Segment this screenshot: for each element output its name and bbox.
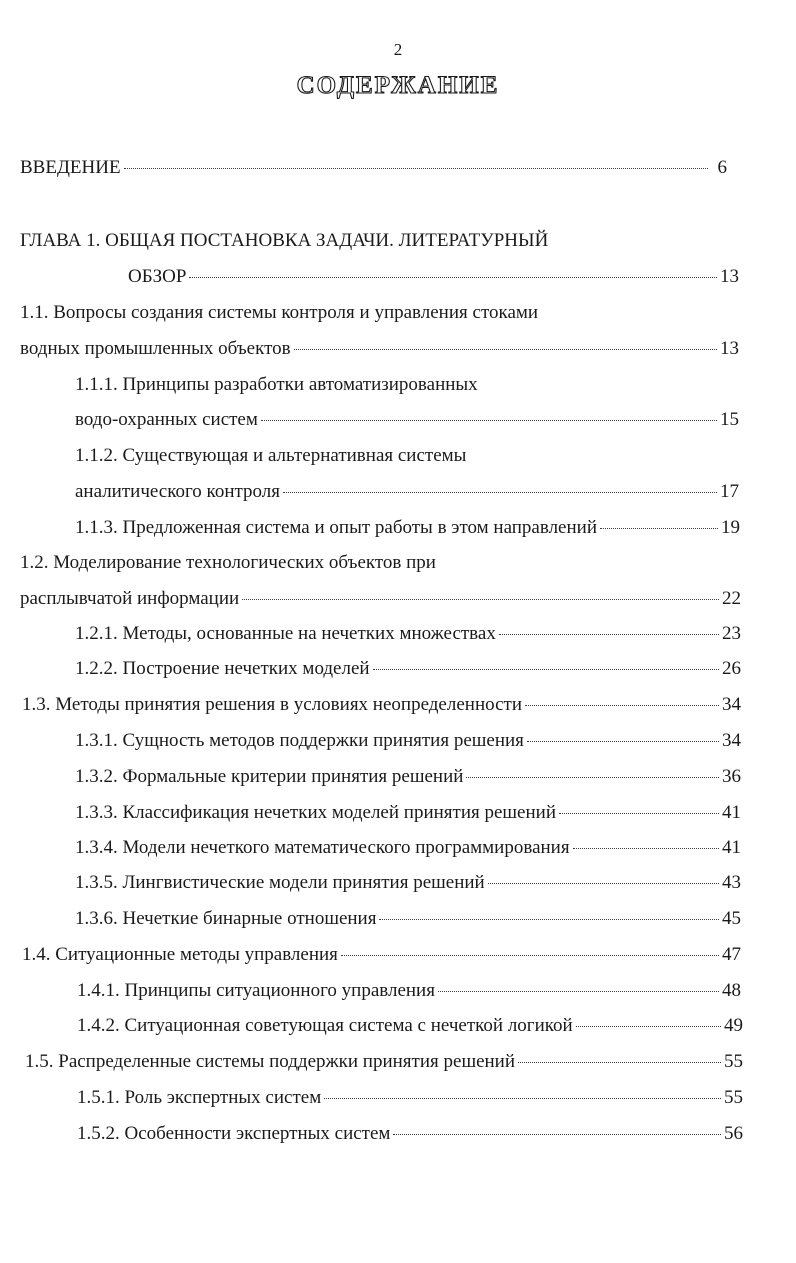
toc-entry-label: 1.3.6. Нечеткие бинарные отношения — [75, 908, 377, 929]
dot-leader — [499, 634, 719, 635]
toc-entry-label: 1.5. Распределенные системы поддержки принятия решений — [25, 1051, 516, 1072]
dot-leader — [189, 277, 717, 278]
dot-leader — [324, 1098, 721, 1099]
toc-entry-1-3-3[interactable] — [75, 800, 741, 826]
toc-page-number: 43 — [722, 872, 741, 893]
toc-page-number: 36 — [722, 766, 741, 787]
toc-entry-1-4-1[interactable] — [77, 978, 741, 1004]
toc-entry-1-1-1[interactable] — [75, 407, 739, 433]
toc-entry-1-2-2[interactable] — [75, 656, 741, 682]
toc-entry-1-1[interactable] — [20, 336, 739, 362]
toc-entry-chapter1-line1[interactable]: ГЛАВА 1. ОБЩАЯ ПОСТАНОВКА ЗАДАЧИ. ЛИТЕРАТУРНЫЙ — [20, 230, 549, 251]
toc-page-number: 26 — [722, 658, 741, 679]
dot-leader — [393, 1134, 721, 1135]
toc-entry-1-1-2[interactable] — [75, 479, 739, 505]
toc-entry-label: 1.3.5. Лингвистические модели принятия решений — [75, 872, 485, 893]
toc-entry-label: 1.3. Методы принятия решения в условиях неопределенности — [22, 694, 522, 715]
toc-page-number: 48 — [722, 980, 741, 1001]
toc-entry-label: аналитического контроля — [75, 481, 280, 502]
toc-entry-label: 1.4.1. Принципы ситуационного управления — [77, 980, 435, 1001]
toc-entry-label: водных промышленных объектов — [20, 338, 291, 359]
toc-entry-label: 1.3.1. Сущность методов поддержки принятия решения — [75, 730, 524, 751]
toc-entry-1-1-2-line1[interactable]: 1.1.2. Существующая и альтернативная системы — [75, 445, 467, 466]
toc-entry-1-3-5[interactable] — [75, 870, 741, 896]
dot-leader — [373, 669, 719, 670]
toc-entry-label: 1.4.2. Ситуационная советующая система с нечеткой логикой — [77, 1015, 573, 1036]
toc-entry-label: 1.2.2. Построение нечетких моделей — [75, 658, 370, 679]
page-title: СОДЕРЖАНИЕ — [296, 72, 500, 99]
toc-entry-1-5-1[interactable] — [77, 1085, 743, 1111]
toc-page-number: 23 — [722, 623, 741, 644]
dot-leader — [438, 991, 719, 992]
toc-entry-1-2[interactable] — [20, 586, 741, 612]
toc-entry-label: расплывчатой информации — [20, 588, 240, 609]
dot-leader — [341, 955, 719, 956]
toc-page-number: 15 — [720, 409, 739, 430]
dot-leader — [573, 848, 719, 849]
toc-page-number: 49 — [724, 1015, 743, 1036]
toc-entry-1-4-2[interactable] — [77, 1013, 743, 1039]
toc-page-number: 22 — [722, 588, 741, 609]
toc-page-number: 41 — [722, 837, 741, 858]
toc-entry-1-2-1[interactable] — [75, 621, 741, 647]
dot-leader — [488, 883, 719, 884]
toc-page-number: 17 — [720, 481, 739, 502]
dot-leader — [294, 349, 717, 350]
dot-leader — [379, 919, 719, 920]
dot-leader — [261, 420, 717, 421]
toc-page-number: 34 — [722, 730, 741, 751]
toc-page-number: 45 — [722, 908, 741, 929]
toc-entry-label: 1.3.2. Формальные критерии принятия решений — [75, 766, 464, 787]
toc-page-number: 13 — [720, 338, 739, 359]
dot-leader — [124, 168, 708, 169]
toc-entry-1-4[interactable] — [22, 942, 741, 968]
toc-page-number: 6 — [717, 157, 727, 178]
dot-leader — [518, 1062, 721, 1063]
toc-entry-intro[interactable] — [20, 155, 727, 181]
toc-page-number: 13 — [720, 266, 739, 287]
toc-entry-1-3[interactable] — [22, 692, 741, 718]
toc-entry-label: 1.3.3. Классификация нечетких моделей принятия решений — [75, 802, 556, 823]
toc-entry-label: 1.5.1. Роль экспертных систем — [77, 1087, 322, 1108]
dot-leader — [242, 599, 719, 600]
toc-page-number: 55 — [724, 1087, 743, 1108]
toc-entry-1-1-line1[interactable]: 1.1. Вопросы создания системы контроля и управления стоками — [20, 302, 539, 323]
toc-entry-1-1-3[interactable] — [75, 515, 740, 541]
toc-page-number: 34 — [722, 694, 741, 715]
toc-entry-label: 1.5.2. Особенности экспертных систем — [77, 1123, 391, 1144]
toc-entry-label: 1.2.1. Методы, основанные на нечетких множествах — [75, 623, 496, 644]
dot-leader — [283, 492, 717, 493]
toc-entry-chapter1[interactable] — [128, 264, 739, 290]
toc-entry-1-3-1[interactable] — [75, 728, 741, 754]
toc-entry-1-5[interactable] — [25, 1049, 743, 1075]
toc-entry-1-5-2[interactable] — [77, 1121, 743, 1147]
toc-page-number: 19 — [721, 517, 740, 538]
toc-entry-label: 1.1.3. Предложенная система и опыт работы в этом направлений — [75, 517, 597, 538]
toc-entry-label: 1.4. Ситуационные методы управления — [22, 944, 338, 965]
toc-page-number: 55 — [724, 1051, 743, 1072]
toc-entry-label: 1.3.4. Модели нечеткого математического программирования — [75, 837, 570, 858]
dot-leader — [576, 1026, 721, 1027]
dot-leader — [600, 528, 718, 529]
toc-entry-1-3-6[interactable] — [75, 906, 741, 932]
toc-entry-1-3-2[interactable] — [75, 764, 741, 790]
toc-page-number: 41 — [722, 802, 741, 823]
dot-leader — [527, 741, 719, 742]
toc-entry-label: ОБЗОР — [128, 266, 187, 287]
toc-entry-1-3-4[interactable] — [75, 835, 741, 861]
toc-entry-label: ВВЕДЕНИЕ — [20, 157, 121, 178]
dot-leader — [466, 777, 719, 778]
toc-page-number: 47 — [722, 944, 741, 965]
toc-page-number: 56 — [724, 1123, 743, 1144]
dot-leader — [525, 705, 719, 706]
toc-entry-label: водо-охранных систем — [75, 409, 258, 430]
dot-leader — [559, 813, 719, 814]
toc-entry-1-2-line1[interactable]: 1.2. Моделирование технологических объектов при — [20, 552, 436, 573]
page-number: 2 — [393, 40, 403, 59]
toc-entry-1-1-1-line1[interactable]: 1.1.1. Принципы разработки автоматизированных — [75, 374, 478, 395]
